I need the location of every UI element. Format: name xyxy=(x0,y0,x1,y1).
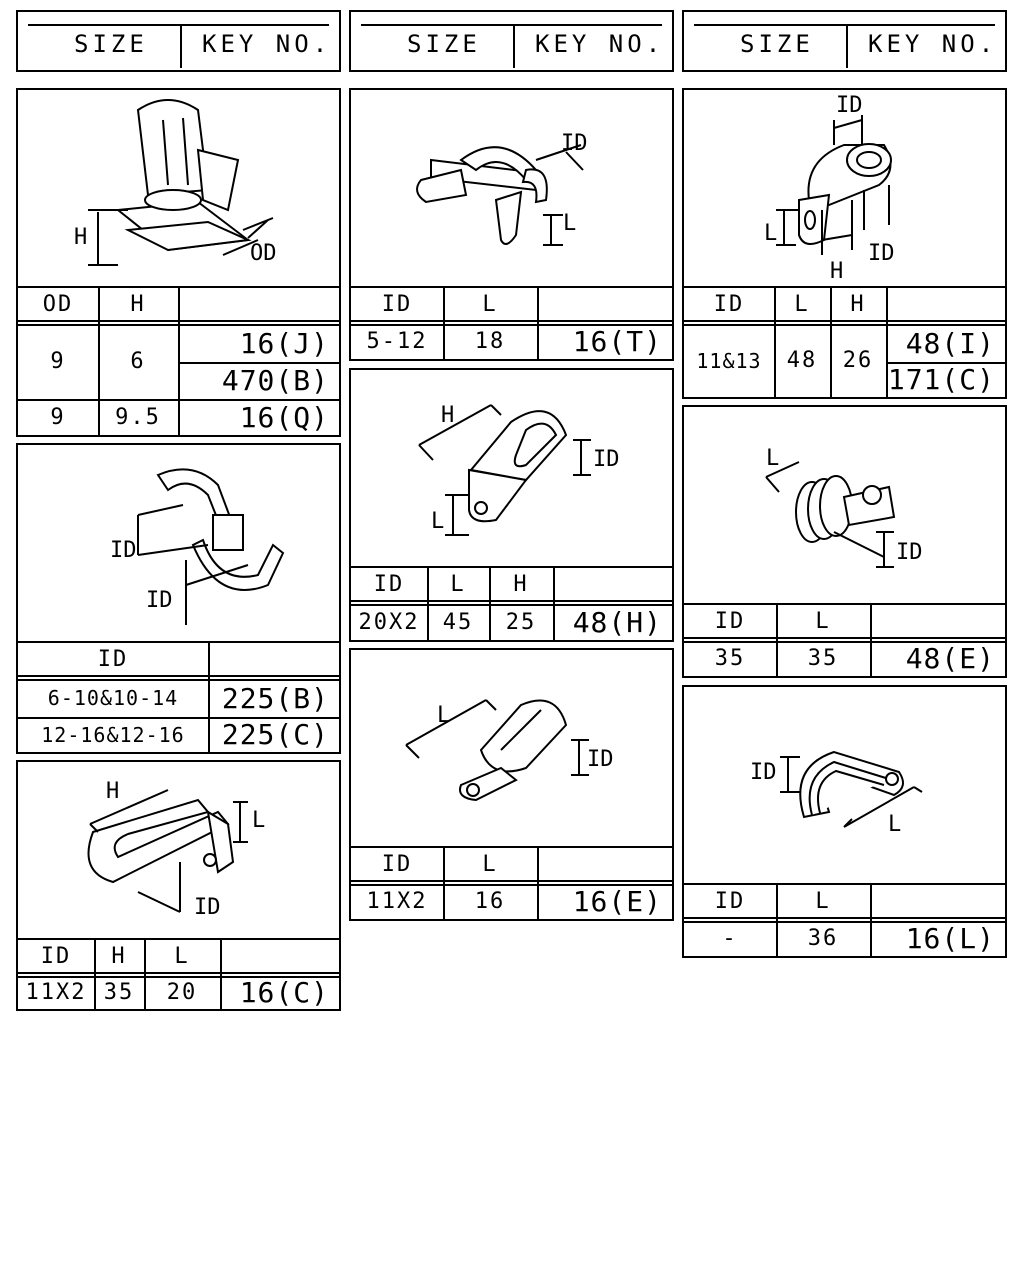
table-cell: 20 xyxy=(166,980,198,1005)
table-cell: 11X2 xyxy=(366,889,428,914)
double-tab-clamp-illustration xyxy=(684,90,1005,286)
col-header-h: H xyxy=(111,943,127,969)
dim-label-h: H xyxy=(441,403,455,428)
hook-clip-illustration xyxy=(351,90,672,286)
table-cell: 45 xyxy=(442,609,474,635)
dim-label-l: L xyxy=(437,703,451,728)
col-header-h: H xyxy=(850,291,866,317)
table-cell: 9 xyxy=(50,404,66,430)
col-header-h: H xyxy=(130,291,146,317)
dim-label-l: L xyxy=(252,808,266,833)
dim-label-h: OD xyxy=(250,241,277,266)
dim-label-id: ID xyxy=(561,131,588,156)
col-header-id: ID xyxy=(713,291,745,317)
clip-card-hook-clip xyxy=(349,88,674,361)
table-cell: 26 xyxy=(842,348,874,373)
dim-label-id: ID xyxy=(896,540,923,565)
clip-card-round-clamp xyxy=(682,405,1007,678)
column-header-3 xyxy=(682,10,1007,72)
key-no-header: KEY NO. xyxy=(202,30,332,58)
col-header-id: ID xyxy=(714,888,746,914)
column-header-2 xyxy=(349,10,674,72)
table-cell: 6-10&10-14 xyxy=(47,686,179,710)
table-cell: 20X2 xyxy=(358,609,420,635)
key-no-cell: 16(Q) xyxy=(239,400,329,434)
table-cell: 12-16&12-16 xyxy=(41,722,185,747)
table-cell: 36 xyxy=(807,926,839,951)
table-cell: 48 xyxy=(786,348,818,373)
table-cell: 18 xyxy=(474,329,506,354)
col-header-l: L xyxy=(482,291,498,317)
clip-card-tab-clamp xyxy=(349,648,674,921)
clip-card-push-clip xyxy=(16,88,341,437)
col-header-id: ID xyxy=(381,291,413,317)
key-no-cell: 16(L) xyxy=(905,922,995,955)
clip-card-loop-clamp xyxy=(682,685,1007,958)
table-cell: 9.5 xyxy=(115,404,161,430)
round-clamp-illustration xyxy=(684,407,1005,603)
size-header: SIZE xyxy=(74,30,148,58)
dim-label-id: ID xyxy=(836,93,863,118)
table-cell: 35 xyxy=(714,646,746,671)
key-no-cell: 225(B) xyxy=(221,681,329,715)
key-no-cell: 470(B) xyxy=(221,364,329,397)
table-cell: 35 xyxy=(103,980,135,1005)
key-no-cell: 16(E) xyxy=(572,885,662,918)
push-clip-illustration xyxy=(18,90,339,290)
table-cell: 11X2 xyxy=(25,980,87,1005)
col-header-l: L xyxy=(815,608,831,634)
tab-clamp-h-illustration xyxy=(351,370,672,566)
key-no-cell: 16(T) xyxy=(572,325,662,358)
table-cell: 25 xyxy=(505,609,537,635)
key-no-header: KEY NO. xyxy=(535,30,665,58)
clip-card-double-tab-clamp xyxy=(682,88,1007,399)
open-clamp-illustration xyxy=(18,762,339,938)
table-cell: 35 xyxy=(807,646,839,671)
col-header-id: ID xyxy=(40,943,72,969)
clip-card-open-clamp xyxy=(16,760,341,1011)
double-clamp-illustration xyxy=(18,445,339,641)
col-header-id: ID xyxy=(97,646,129,672)
dim-label-h: H xyxy=(830,259,844,284)
dim-label-id: ID xyxy=(750,760,777,785)
table-cell: 6 xyxy=(130,349,146,374)
key-no-cell: 16(C) xyxy=(239,976,329,1009)
col-header-id: ID xyxy=(381,851,413,877)
column-header-1 xyxy=(16,10,341,72)
key-no-header: KEY NO. xyxy=(868,30,998,58)
key-no-cell: 225(C) xyxy=(221,718,329,751)
table-cell: 16 xyxy=(474,889,506,914)
dim-label-l: L xyxy=(888,812,902,837)
key-no-cell: 48(H) xyxy=(572,605,662,639)
dim-label-l: L xyxy=(764,221,778,246)
col-header-l: L xyxy=(815,888,831,914)
dim-label-id: ID xyxy=(110,538,137,563)
col-header-l: L xyxy=(482,851,498,877)
loop-clamp-illustration xyxy=(684,687,1005,883)
col-header-l: L xyxy=(450,571,466,597)
dim-label-id: ID xyxy=(868,241,895,266)
key-no-cell: 48(E) xyxy=(905,642,995,675)
size-header: SIZE xyxy=(407,30,481,58)
key-no-cell: 48(I) xyxy=(905,326,995,360)
dim-label-id: ID xyxy=(587,747,614,772)
col-header-id: ID xyxy=(373,571,405,597)
col-header-h: H xyxy=(513,571,529,597)
tab-clamp-illustration xyxy=(351,650,672,846)
dim-label-od: H xyxy=(74,225,88,250)
key-no-cell: 171(C) xyxy=(887,363,995,396)
dim-label-id: ID xyxy=(194,895,221,920)
col-header-od: OD xyxy=(42,291,74,317)
clip-card-double-clamp xyxy=(16,443,341,754)
col-header-l: L xyxy=(794,291,810,317)
table-cell: 9 xyxy=(50,349,66,374)
table-cell: 5-12 xyxy=(366,329,428,354)
size-header: SIZE xyxy=(740,30,814,58)
key-no-cell: 16(J) xyxy=(239,326,329,360)
dim-label-l: L xyxy=(766,446,780,471)
dim-label-id: ID xyxy=(146,588,173,613)
table-cell: 11&13 xyxy=(696,348,762,373)
col-header-l: L xyxy=(174,943,190,969)
col-header-id: ID xyxy=(714,608,746,634)
dim-label-l: L xyxy=(563,211,577,236)
dim-label-h: H xyxy=(106,779,120,804)
dim-label-l: L xyxy=(431,509,445,534)
dim-label-id: ID xyxy=(593,447,620,472)
table-cell: - xyxy=(722,926,738,951)
clip-card-tab-clamp-h xyxy=(349,368,674,642)
